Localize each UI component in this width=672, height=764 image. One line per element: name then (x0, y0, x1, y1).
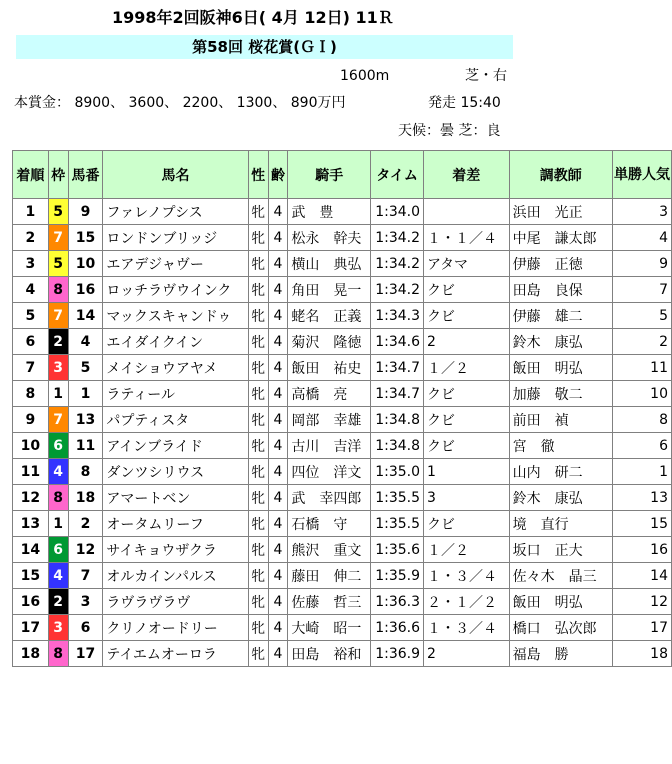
age-cell: 4 (268, 511, 288, 537)
table-row (13, 407, 672, 433)
frame-cell: 3 (48, 615, 68, 641)
time-cell: 1:36.9 (371, 641, 424, 667)
popularity-cell: 17 (612, 615, 671, 641)
trainer-cell: 鈴木 康弘 (509, 485, 612, 511)
margin-cell: クビ (424, 407, 510, 433)
trainer-cell: 山内 研二 (509, 459, 612, 485)
horse-name-cell: テイエムオーロラ (103, 641, 248, 667)
margin-cell: クビ (424, 277, 510, 303)
trainer-cell: 伊藤 正徳 (509, 251, 612, 277)
age-cell: 4 (268, 277, 288, 303)
age-cell: 4 (268, 407, 288, 433)
time-cell: 1:34.2 (371, 277, 424, 303)
rank-cell: 1 (13, 199, 49, 225)
popularity-cell: 15 (612, 511, 671, 537)
jockey-cell: 古川 吉洋 (288, 433, 371, 459)
margin-cell: クビ (424, 511, 510, 537)
race-name-banner: 第58回 桜花賞(ＧＩ) (16, 35, 513, 59)
jockey-cell: 熊沢 重文 (288, 537, 371, 563)
horse-number-cell: 17 (68, 641, 103, 667)
age-cell: 4 (268, 355, 288, 381)
frame-cell: 3 (48, 355, 68, 381)
sex-cell: 牝 (248, 381, 268, 407)
frame-cell: 7 (48, 407, 68, 433)
table-row (13, 537, 672, 563)
time-cell: 1:35.6 (371, 537, 424, 563)
col-header-popularity: 単勝人気 (612, 151, 671, 199)
weather-condition: 天候：曇 芝：良 (398, 123, 501, 139)
margin-cell: 2 (424, 329, 510, 355)
jockey-cell: 松永 幹夫 (288, 225, 371, 251)
col-header-jockey: 騎手 (288, 151, 371, 199)
popularity-cell: 3 (612, 199, 671, 225)
popularity-cell: 7 (612, 277, 671, 303)
horse-number-cell: 16 (68, 277, 103, 303)
sex-cell: 牝 (248, 303, 268, 329)
sex-cell: 牝 (248, 199, 268, 225)
frame-cell: 4 (48, 563, 68, 589)
horse-number-cell: 6 (68, 615, 103, 641)
time-cell: 1:36.6 (371, 615, 424, 641)
horse-number-cell: 14 (68, 303, 103, 329)
col-header-number: 馬番 (68, 151, 103, 199)
margin-cell: １・１／４ (424, 225, 510, 251)
popularity-cell: 12 (612, 589, 671, 615)
horse-name-cell: メイショウアヤメ (103, 355, 248, 381)
age-cell: 4 (268, 615, 288, 641)
jockey-cell: 大崎 昭一 (288, 615, 371, 641)
rank-cell: 8 (13, 381, 49, 407)
trainer-cell: 境 直行 (509, 511, 612, 537)
time-cell: 1:35.9 (371, 563, 424, 589)
rank-cell: 17 (13, 615, 49, 641)
sex-cell: 牝 (248, 459, 268, 485)
time-cell: 1:35.5 (371, 511, 424, 537)
jockey-cell: 高橋 亮 (288, 381, 371, 407)
trainer-cell: 橋口 弘次郎 (509, 615, 612, 641)
col-header-rank: 着順 (13, 151, 49, 199)
race-distance: 1600m (340, 68, 390, 84)
table-row (13, 589, 672, 615)
frame-cell: 7 (48, 303, 68, 329)
jockey-cell: 岡部 幸雄 (288, 407, 371, 433)
horse-number-cell: 7 (68, 563, 103, 589)
col-header-horse: 馬名 (103, 151, 248, 199)
table-row (13, 381, 672, 407)
trainer-cell: 坂口 正大 (509, 537, 612, 563)
time-cell: 1:34.2 (371, 225, 424, 251)
horse-number-cell: 3 (68, 589, 103, 615)
trainer-cell: 鈴木 康弘 (509, 329, 612, 355)
horse-number-cell: 4 (68, 329, 103, 355)
trainer-cell: 飯田 明弘 (509, 589, 612, 615)
age-cell: 4 (268, 303, 288, 329)
horse-number-cell: 13 (68, 407, 103, 433)
frame-cell: 4 (48, 459, 68, 485)
horse-number-cell: 1 (68, 381, 103, 407)
table-row (13, 303, 672, 329)
horse-name-cell: ファレノプシス (103, 199, 248, 225)
results-table (12, 150, 672, 667)
horse-name-cell: エアデジャヴー (103, 251, 248, 277)
time-cell: 1:35.5 (371, 485, 424, 511)
time-cell: 1:34.7 (371, 381, 424, 407)
jockey-cell: 蛯名 正義 (288, 303, 371, 329)
frame-cell: 8 (48, 641, 68, 667)
horse-name-cell: ラヴラヴラヴ (103, 589, 248, 615)
rank-cell: 3 (13, 251, 49, 277)
sex-cell: 牝 (248, 563, 268, 589)
col-header-frame: 枠 (48, 151, 68, 199)
rank-cell: 16 (13, 589, 49, 615)
sex-cell: 牝 (248, 407, 268, 433)
popularity-cell: 10 (612, 381, 671, 407)
table-row (13, 433, 672, 459)
page-title: 1998年2回阪神6日( 4月 12日) 11Ｒ (112, 8, 394, 27)
horse-name-cell: オータムリーフ (103, 511, 248, 537)
margin-cell: 2 (424, 641, 510, 667)
jockey-cell: 武 幸四郎 (288, 485, 371, 511)
header-row (13, 151, 672, 199)
rank-cell: 18 (13, 641, 49, 667)
trainer-cell: 飯田 明弘 (509, 355, 612, 381)
table-row (13, 251, 672, 277)
trainer-cell: 浜田 光正 (509, 199, 612, 225)
time-cell: 1:34.7 (371, 355, 424, 381)
table-row (13, 615, 672, 641)
table-row (13, 563, 672, 589)
prize-money: 本賞金： 8900、 3600、 2200、 1300、 890万円 (14, 95, 346, 111)
trainer-cell: 田島 良保 (509, 277, 612, 303)
age-cell: 4 (268, 329, 288, 355)
jockey-cell: 石橋 守 (288, 511, 371, 537)
sex-cell: 牝 (248, 251, 268, 277)
popularity-cell: 13 (612, 485, 671, 511)
col-header-trainer: 調教師 (509, 151, 612, 199)
horse-number-cell: 12 (68, 537, 103, 563)
margin-cell: １・３／４ (424, 563, 510, 589)
popularity-cell: 8 (612, 407, 671, 433)
horse-number-cell: 2 (68, 511, 103, 537)
rank-cell: 11 (13, 459, 49, 485)
margin-cell: クビ (424, 381, 510, 407)
trainer-cell: 佐々木 晶三 (509, 563, 612, 589)
margin-cell: １／２ (424, 355, 510, 381)
sex-cell: 牝 (248, 225, 268, 251)
margin-cell: ２・１／２ (424, 589, 510, 615)
horse-name-cell: エイダイクイン (103, 329, 248, 355)
horse-name-cell: マックスキャンドゥ (103, 303, 248, 329)
popularity-cell: 14 (612, 563, 671, 589)
frame-cell: 2 (48, 589, 68, 615)
horse-number-cell: 8 (68, 459, 103, 485)
rank-cell: 2 (13, 225, 49, 251)
time-cell: 1:34.6 (371, 329, 424, 355)
time-cell: 1:35.0 (371, 459, 424, 485)
age-cell: 4 (268, 563, 288, 589)
sex-cell: 牝 (248, 277, 268, 303)
col-header-time: タイム (371, 151, 424, 199)
table-row (13, 511, 672, 537)
trainer-cell: 前田 禎 (509, 407, 612, 433)
rank-cell: 5 (13, 303, 49, 329)
rank-cell: 13 (13, 511, 49, 537)
horse-number-cell: 5 (68, 355, 103, 381)
table-row (13, 355, 672, 381)
horse-name-cell: クリノオードリー (103, 615, 248, 641)
horse-number-cell: 18 (68, 485, 103, 511)
popularity-cell: 6 (612, 433, 671, 459)
frame-cell: 6 (48, 433, 68, 459)
age-cell: 4 (268, 641, 288, 667)
rank-cell: 10 (13, 433, 49, 459)
frame-cell: 5 (48, 199, 68, 225)
popularity-cell: 4 (612, 225, 671, 251)
horse-name-cell: オルカインパルス (103, 563, 248, 589)
horse-number-cell: 10 (68, 251, 103, 277)
time-cell: 1:34.2 (371, 251, 424, 277)
margin-cell: クビ (424, 433, 510, 459)
trainer-cell: 加藤 敬二 (509, 381, 612, 407)
rank-cell: 14 (13, 537, 49, 563)
frame-cell: 2 (48, 329, 68, 355)
age-cell: 4 (268, 199, 288, 225)
horse-name-cell: サイキョウザクラ (103, 537, 248, 563)
rank-cell: 15 (13, 563, 49, 589)
col-header-margin: 着差 (424, 151, 510, 199)
frame-cell: 8 (48, 485, 68, 511)
trainer-cell: 中尾 謙太郎 (509, 225, 612, 251)
jockey-cell: 武 豊 (288, 199, 371, 225)
popularity-cell: 2 (612, 329, 671, 355)
age-cell: 4 (268, 459, 288, 485)
horse-name-cell: アマートベン (103, 485, 248, 511)
table-row (13, 277, 672, 303)
rank-cell: 9 (13, 407, 49, 433)
rank-cell: 12 (13, 485, 49, 511)
table-row (13, 225, 672, 251)
trainer-cell: 宮 徹 (509, 433, 612, 459)
popularity-cell: 16 (612, 537, 671, 563)
table-row (13, 641, 672, 667)
trainer-cell: 伊藤 雄二 (509, 303, 612, 329)
col-header-sex: 性 (248, 151, 268, 199)
popularity-cell: 11 (612, 355, 671, 381)
sex-cell: 牝 (248, 641, 268, 667)
sex-cell: 牝 (248, 329, 268, 355)
horse-number-cell: 15 (68, 225, 103, 251)
jockey-cell: 藤田 伸二 (288, 563, 371, 589)
frame-cell: 7 (48, 225, 68, 251)
sex-cell: 牝 (248, 355, 268, 381)
margin-cell (424, 199, 510, 225)
col-header-age: 齢 (268, 151, 288, 199)
time-cell: 1:34.8 (371, 407, 424, 433)
horse-name-cell: ダンツシリウス (103, 459, 248, 485)
frame-cell: 1 (48, 381, 68, 407)
sex-cell: 牝 (248, 615, 268, 641)
jockey-cell: 菊沢 隆徳 (288, 329, 371, 355)
margin-cell: 3 (424, 485, 510, 511)
frame-cell: 8 (48, 277, 68, 303)
time-cell: 1:34.0 (371, 199, 424, 225)
start-time: 発走 15:40 (428, 95, 501, 111)
popularity-cell: 18 (612, 641, 671, 667)
time-cell: 1:34.3 (371, 303, 424, 329)
sex-cell: 牝 (248, 485, 268, 511)
popularity-cell: 5 (612, 303, 671, 329)
margin-cell: クビ (424, 303, 510, 329)
jockey-cell: 飯田 祐史 (288, 355, 371, 381)
rank-cell: 7 (13, 355, 49, 381)
margin-cell: 1 (424, 459, 510, 485)
table-row (13, 329, 672, 355)
table-row (13, 459, 672, 485)
frame-cell: 1 (48, 511, 68, 537)
results-body (13, 199, 672, 667)
margin-cell: アタマ (424, 251, 510, 277)
horse-name-cell: パプティスタ (103, 407, 248, 433)
horse-number-cell: 11 (68, 433, 103, 459)
rank-cell: 6 (13, 329, 49, 355)
age-cell: 4 (268, 485, 288, 511)
table-row (13, 485, 672, 511)
horse-number-cell: 9 (68, 199, 103, 225)
horse-name-cell: ロンドンブリッジ (103, 225, 248, 251)
time-cell: 1:34.8 (371, 433, 424, 459)
margin-cell: １／２ (424, 537, 510, 563)
popularity-cell: 1 (612, 459, 671, 485)
horse-name-cell: ロッチラヴウインク (103, 277, 248, 303)
horse-name-cell: ラティール (103, 381, 248, 407)
frame-cell: 6 (48, 537, 68, 563)
jockey-cell: 田島 裕和 (288, 641, 371, 667)
jockey-cell: 佐藤 哲三 (288, 589, 371, 615)
age-cell: 4 (268, 251, 288, 277)
time-cell: 1:36.3 (371, 589, 424, 615)
table-row (13, 199, 672, 225)
jockey-cell: 横山 典弘 (288, 251, 371, 277)
sex-cell: 牝 (248, 433, 268, 459)
sex-cell: 牝 (248, 589, 268, 615)
age-cell: 4 (268, 433, 288, 459)
margin-cell: １・３／４ (424, 615, 510, 641)
age-cell: 4 (268, 225, 288, 251)
sex-cell: 牝 (248, 511, 268, 537)
rank-cell: 4 (13, 277, 49, 303)
jockey-cell: 四位 洋文 (288, 459, 371, 485)
age-cell: 4 (268, 589, 288, 615)
frame-cell: 5 (48, 251, 68, 277)
age-cell: 4 (268, 537, 288, 563)
jockey-cell: 角田 晃一 (288, 277, 371, 303)
popularity-cell: 9 (612, 251, 671, 277)
sex-cell: 牝 (248, 537, 268, 563)
race-surface: 芝・右 (465, 68, 507, 84)
horse-name-cell: アインブライド (103, 433, 248, 459)
trainer-cell: 福島 勝 (509, 641, 612, 667)
age-cell: 4 (268, 381, 288, 407)
